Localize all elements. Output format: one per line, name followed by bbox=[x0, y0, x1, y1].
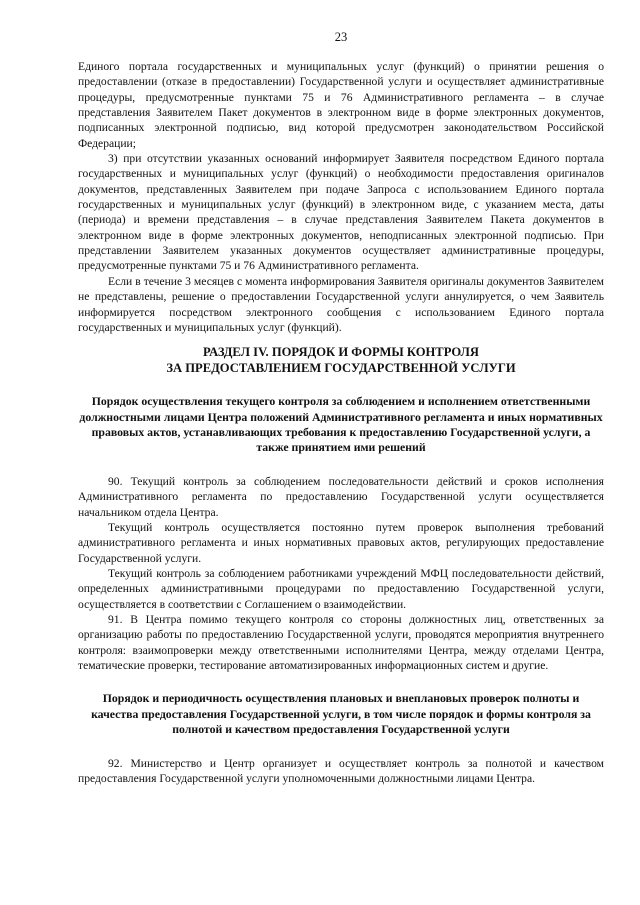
paragraph-90: 90. Текущий контроль за соблюдением последовательности действий и сроков исполнения Административного регламента по предоставлению Государственной услуги осуществляется начальником отдела Центра. bbox=[78, 474, 604, 519]
subsection-heading-current-control: Порядок осуществления текущего контроля за соблюдением и исполнением ответственными должностными лицами Центра положений Административного регламента и иных нормативных правовых актов, устанавливающих требования к предоставлению Государственной услуги, а также принятием ими решений bbox=[79, 394, 603, 455]
subsection-heading-inspections: Порядок и периодичность осуществления плановых и внеплановых проверок полноты и качества предоставления Государственной услуги, в том числе порядок и формы контроля за полнотой и качеством предоставления Государственной услуги bbox=[91, 691, 591, 737]
paragraph-originals-deadline: Если в течение 3 месяцев с момента информирования Заявителя оригиналы документов Заявителем не представлены, решение о предоставлении Государственной услуги аннулируется, о чем Заявитель информируется посредством электронного сообщения с использованием Единого портала государственных и муниципальных услуг (функций). bbox=[78, 274, 604, 334]
paragraph-item-3: 3) при отсутствии указанных оснований информирует Заявителя посредством Единого портала государственных и муниципальных услуг (функций) о необходимости предоставления оригиналов документов, представленных Заявителем при подаче Запроса с использованием Единого портала государственных и муниципальных услуг (функций) в электронном виде, с указанием места, даты (периода) и времени представления – в случае представления Заявителем Пакета документов в электронном виде в форме электронных документов, неподписанных электронной подписью. При представлении Заявителем указанных документов осуществляет административные процедуры, предусмотренные пунктами 75 и 76 Административного регламента. bbox=[78, 152, 604, 273]
paragraph-92: 92. Министерство и Центр организует и осуществляет контроль за полнотой и качеством предоставления Государственной услуги уполномоченными должностными лицами Центра. bbox=[78, 756, 604, 785]
section-heading bbox=[78, 345, 604, 376]
page-number: 23 bbox=[334, 30, 348, 44]
paragraph-current-control-mfc: Текущий контроль за соблюдением работниками учреждений МФЦ последовательности действий, определенных административными процедурами по предоставлению Государственной услуги, осуществляется в соответствии с Соглашением о взаимодействии. bbox=[78, 566, 604, 611]
paragraph-91: 91. В Центра помимо текущего контроля со стороны должностных лиц, ответственных за организацию работы по предоставлению Государственной услуги, проводятся мероприятия внутреннего контроля: взаимопроверки между ответственными исполнителями Центра, между отделами Центра, тематические проверки, тестирование автоматизированных информационных систем и другие. bbox=[78, 612, 604, 672]
paragraph-current-control-permanent: Текущий контроль осуществляется постоянно путем проверок выполнения требований административного регламента и иных нормативных правовых актов, регулирующих предоставление Государственной услуги. bbox=[78, 520, 604, 565]
section-heading-line-1: РАЗДЕЛ IV. ПОРЯДОК И ФОРМЫ КОНТРОЛЯ bbox=[203, 345, 479, 360]
paragraph-continuation: Единого портала государственных и муниципальных услуг (функций) о принятии решения о предоставлении (отказе в предоставлении) Государственной услуги и осуществляет административные процедуры, предусмотренные пунктами 75 и 76 Административного регламента – в случае представления Заявителем Пакет документов в электронном виде в форме электронных документов, подписанных электронной подписью, вид которой предусмотрен законодательством Российской Федерации; bbox=[78, 60, 604, 150]
section-heading-line-2: ЗА ПРЕДОСТАВЛЕНИЕМ ГОСУДАРСТВЕННОЙ УСЛУГИ bbox=[166, 360, 516, 375]
